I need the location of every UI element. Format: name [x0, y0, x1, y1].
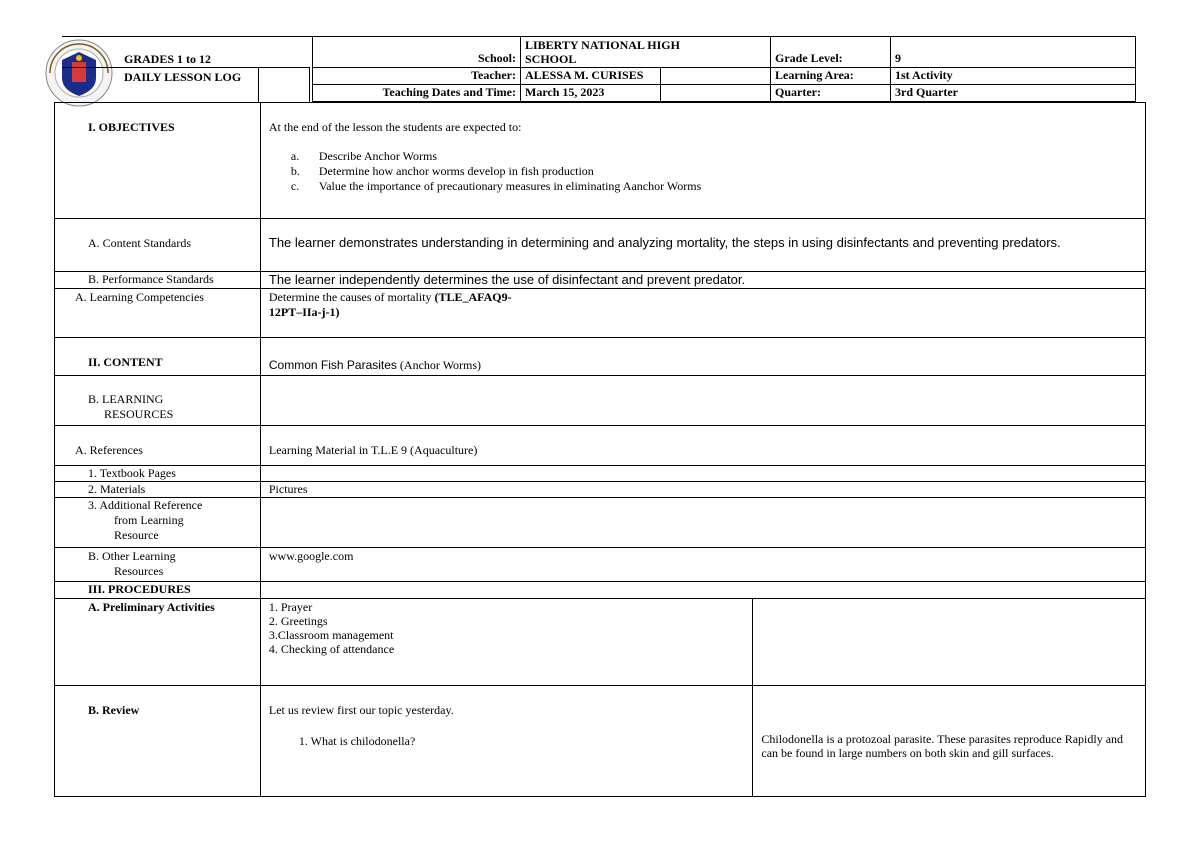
references-row	[55, 426, 1146, 466]
content-standards-row	[55, 219, 1146, 272]
quarter-label: Quarter:	[771, 85, 891, 102]
procedures-row	[55, 582, 1146, 599]
textbook-label: 1. Textbook Pages	[55, 466, 261, 482]
content-row	[55, 338, 1146, 376]
log-title-divider	[258, 67, 259, 102]
list-item: c. Value the importance of precautionary measures in eliminating Aanchor Worms	[290, 179, 702, 193]
additional-reference-value	[260, 498, 1145, 548]
materials-row	[55, 482, 1146, 498]
review-intro: Let us review first our topic yesterday.	[268, 703, 454, 717]
preliminary-list	[260, 599, 753, 686]
content-cell	[260, 338, 1145, 376]
content-label: II. CONTENT	[55, 338, 261, 376]
school-label: School:	[313, 37, 521, 68]
objectives-intro: At the end of the lesson the students are expected to:	[268, 120, 522, 134]
list-item: 4. Checking of attendance	[268, 642, 395, 656]
additional-reference-line3: Resource	[114, 528, 159, 542]
competency-code-2: 12PT–IIa-j-1)	[268, 305, 340, 319]
teacher-cell-divider	[660, 67, 661, 102]
preliminary-label: A. Preliminary Activities	[55, 599, 261, 686]
dates-label: Teaching Dates and Time:	[313, 85, 521, 102]
learning-resources-row	[55, 376, 1146, 426]
review-row	[55, 686, 1146, 797]
textbook-value	[260, 466, 1145, 482]
review-question: 1. What is chilodonella?	[298, 734, 416, 748]
dates-value: March 15, 2023	[521, 85, 771, 102]
header-info-table	[312, 36, 1136, 102]
performance-standards-value: The learner independently determines the use of disinfectant and prevent predator.	[260, 272, 1145, 289]
teacher-value: ALESSA M. CURISES	[521, 68, 771, 85]
school-value	[521, 37, 771, 68]
grade-level-value: 9	[891, 37, 1136, 68]
list-item: 1. Prayer	[268, 600, 313, 614]
preliminary-row	[55, 599, 1146, 686]
other-resources-line1: B. Other Learning	[88, 549, 176, 563]
review-cell	[260, 686, 753, 797]
content-standards-label: A. Content Standards	[55, 219, 261, 272]
references-value: Learning Material in T.L.E 9 (Aquaculture)	[260, 426, 1145, 466]
competencies-row	[55, 289, 1146, 338]
list-item: 2. Greetings	[268, 614, 328, 628]
learning-resources-line1: B. LEARNING	[88, 392, 164, 406]
preliminary-notes	[753, 599, 1146, 686]
objectives-row	[55, 103, 1146, 219]
grade-level-label: Grade Level:	[771, 37, 891, 68]
lesson-log-table	[54, 102, 1146, 797]
objectives-label: I. OBJECTIVES	[55, 103, 261, 219]
performance-standards-label: B. Performance Standards	[55, 272, 261, 289]
competencies-label: A. Learning Competencies	[55, 289, 261, 338]
materials-value: Pictures	[260, 482, 1145, 498]
content-value-title: Common Fish Parasites	[268, 358, 397, 372]
review-answer: Chilodonella is a protozoal parasite. These parasites reproduce Rapidly and can be found in large numbers on both skin and gill surfaces.	[753, 686, 1146, 797]
procedures-label: III. PROCEDURES	[55, 582, 261, 599]
additional-reference-line1: 3. Additional Reference	[88, 498, 203, 512]
learning-resources-label	[55, 376, 261, 426]
school-value-line2: SCHOOL	[525, 52, 577, 66]
other-resources-line2: Resources	[114, 564, 164, 578]
learning-area-label: Learning Area:	[771, 68, 891, 85]
list-item: b. Determine how anchor worms develop in fish production	[290, 164, 594, 178]
references-label: A. References	[55, 426, 261, 466]
competency-code-1: (TLE_AFAQ9-	[434, 290, 512, 304]
review-label: B. Review	[55, 686, 261, 797]
textbook-row	[55, 466, 1146, 482]
learning-resources-value	[260, 376, 1145, 426]
content-value-sub: (Anchor Worms)	[396, 358, 482, 372]
school-value-line1: LIBERTY NATIONAL HIGH	[525, 38, 680, 52]
additional-reference-label	[55, 498, 261, 548]
quarter-value: 3rd Quarter	[891, 85, 1136, 102]
competencies-cell	[260, 289, 1145, 338]
objectives-cell	[260, 103, 1145, 219]
list-item: a. Describe Anchor Worms	[290, 149, 437, 163]
performance-standards-row	[55, 272, 1146, 289]
materials-label: 2. Materials	[55, 482, 261, 498]
log-title: DAILY LESSON LOG	[124, 70, 242, 84]
content-standards-value: The learner demonstrates understanding in determining and analyzing mortality, the steps in using disinfectants and preventing predators.	[260, 219, 1145, 272]
additional-reference-row	[55, 498, 1146, 548]
learning-area-value: 1st Activity	[891, 68, 1136, 85]
learning-resources-line2: RESOURCES	[104, 407, 174, 421]
objectives-list	[269, 149, 1137, 194]
additional-reference-line2: from Learning	[114, 513, 184, 527]
procedures-value	[260, 582, 1145, 599]
teacher-label: Teacher:	[313, 68, 521, 85]
competencies-value: Determine the causes of mortality	[268, 290, 435, 304]
other-resources-label	[55, 548, 261, 582]
grades-title: GRADES 1 to 12	[124, 52, 212, 66]
other-resources-value: www.google.com	[260, 548, 1145, 582]
other-resources-row	[55, 548, 1146, 582]
list-item: 3.Classroom management	[268, 628, 394, 642]
